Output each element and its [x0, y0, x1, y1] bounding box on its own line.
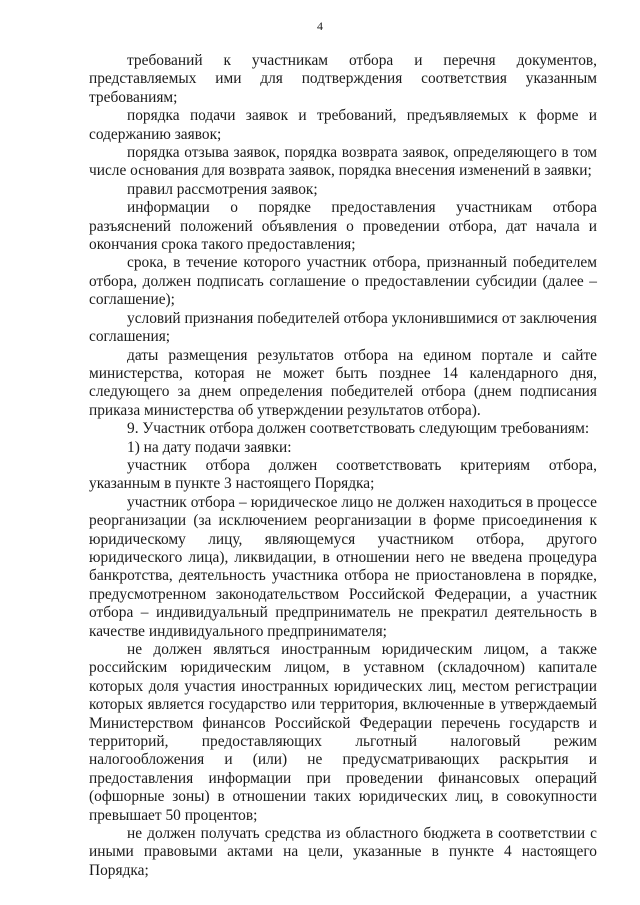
- paragraph: срока, в течение которого участник отбора, признанный победителем отбора, должен подписать соглашение о предоставлении субсидии (далее – соглашение);: [89, 254, 597, 309]
- paragraph: информации о порядке предоставления участникам отбора разъяснений положений объявления о проведении отбора, дат начала и окончания срока такого предоставления;: [89, 199, 597, 254]
- paragraph: требований к участникам отбора и перечня документов, представляемых ими для подтверждения соответствия указанным требованиям;: [89, 52, 597, 106]
- paragraph: не должен получать средства из областного бюджета в соответствии с иными правовыми актами на цели, указанные в пункте 4 настоящего Порядка;: [89, 825, 597, 879]
- paragraph: правил рассмотрения заявок;: [127, 180, 318, 198]
- paragraph: участник отбора должен соответствовать критериям отбора, указанным в пункте 3 настоящего Порядка;: [89, 456, 597, 493]
- paragraph: не должен являться иностранным юридическим лицом, а также российским юридическим лицом, в уставном (складочном) капитале которых доля участия иностранных юридических лиц, местом регистрации которых является государство или территория, включенные в утверждаемый Министерством финансов Российской Федерации перечень государств и территорий, предоставляющих льготный налоговый режим налогообложения и (или) не предусматривающих раскрытия и предоставления информации при проведении финансовых операций (офшорные зоны) в отношении таких юридических лиц, в совокупности превышает 50 процентов;: [89, 641, 597, 824]
- paragraph: 9. Участник отбора должен соответствовать следующим требованиям:: [127, 420, 590, 438]
- paragraph: порядка подачи заявок и требований, предъявляемых к форме и содержанию заявок;: [89, 107, 597, 143]
- paragraph: 1) на дату подачи заявки:: [127, 438, 292, 456]
- paragraph: участник отбора – юридическое лицо не должен находиться в процессе реорганизации (за исключением реорганизации в форме присоединения к юридическому лицу, являющемуся участником отбора, другого юридического лица), ликвидации, в отношении него не введена процедура банкротства, деятельность участника отбора не приостановлена в порядке, предусмотренном законодательством Российской Федерации, а участник отбора – индивидуальный предприниматель не прекратил деятельность в качестве индивидуального предпринимателя;: [89, 493, 597, 640]
- page-number: 4: [317, 19, 323, 33]
- paragraph: даты размещения результатов отбора на едином портале и сайте министерства, которая не может быть позднее 14 календарного дня, следующего за днем определения победителей отбора (днем подписания приказа министерства об утверждении результатов отбора).: [89, 346, 597, 419]
- paragraph: условий признания победителей отбора уклонившимися от заключения соглашения;: [89, 309, 598, 346]
- paragraph: порядка отзыва заявок, порядка возврата заявок, определяющего в том числе основания для возврата заявок, порядка внесения изменений в заявки;: [89, 144, 597, 180]
- document-body: [89, 52, 597, 880]
